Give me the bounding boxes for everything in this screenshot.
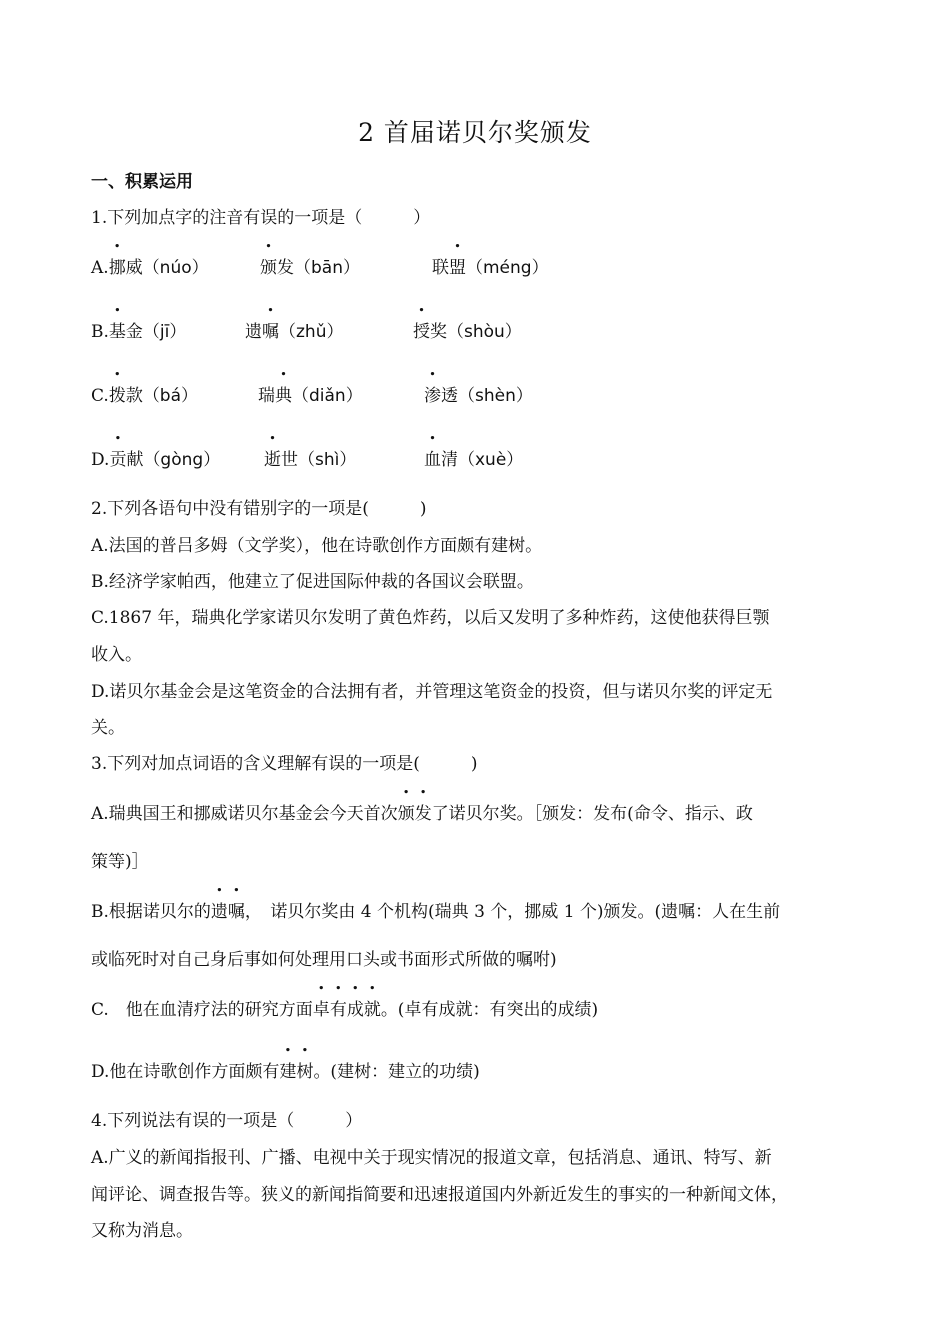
dotted-char: 发: [414, 804, 432, 824]
pinyin: （shòu）: [447, 322, 522, 342]
pinyin: （diǎn）: [292, 386, 363, 406]
pinyin: （méng）: [466, 258, 549, 278]
dotted-char: 嘱: [262, 322, 279, 342]
q3-option-c: [91, 995, 598, 1020]
option-label: D.: [91, 450, 110, 470]
dotted-char: 基: [108, 322, 126, 342]
q1-option-b-word2: [245, 317, 343, 342]
dotted-char: 嘱: [227, 902, 245, 922]
text: A.瑞典国王和挪威诺贝尔基金会今天首次: [91, 804, 398, 824]
section-heading: 一、积累运用: [91, 172, 193, 192]
text: ， 诺贝尔奖由 4 个机构(瑞典 3 个，挪威 1 个)颁发。(遗嘱：人在生前: [244, 902, 781, 922]
dotted-char: 树: [296, 1062, 314, 1082]
q3-stem: 3.下列对加点词语的含义理解有误的一项是( ): [91, 754, 478, 774]
text: 。(卓有成就：有突出的成绩): [380, 1000, 599, 1020]
pinyin: （shèn）: [458, 386, 533, 406]
q4-stem: 4.下列说法有误的一项是（ ）: [91, 1111, 363, 1131]
text: C. 他在血清疗法的研究方面: [91, 1000, 313, 1020]
word-pre: 联: [432, 258, 449, 278]
dotted-char: 挪: [108, 258, 126, 278]
q3-option-b-line1: [91, 897, 780, 922]
text: B.根据诺贝尔的: [91, 902, 211, 922]
q2-option-b: B.经济学家帕西，他建立了促进国际仲裁的各国议会联盟。: [91, 572, 534, 592]
pinyin: （gòng）: [143, 450, 221, 470]
q1-stem: 1.下列加点字的注音有误的一项是（ ）: [91, 208, 431, 228]
word-rest: 发: [277, 258, 294, 278]
dotted-char: 有: [329, 1000, 347, 1020]
dotted-char: 卓: [312, 1000, 330, 1020]
pinyin: （zhǔ）: [279, 322, 344, 342]
page-title: 2 首届诺贝尔奖颁发: [358, 118, 592, 147]
q2-option-c-line1: C.1867 年，瑞典化学家诺贝尔发明了黄色炸药，以后又发明了多种炸药，这使他获得巨颚: [91, 608, 770, 628]
q2-option-d-line1: D.诺贝尔基金会是这笔资金的合法拥有者，并管理这笔资金的投资，但与诺贝尔奖的评定无: [91, 682, 773, 702]
word-rest: 世: [281, 450, 298, 470]
word-rest: 款: [125, 386, 143, 406]
dotted-char: 颁: [260, 258, 277, 278]
word-pre: 瑞: [258, 386, 275, 406]
dotted-char: 成: [346, 1000, 364, 1020]
q1-option-c-word3: [424, 381, 533, 406]
q1-option-d: [91, 445, 220, 470]
pinyin: （xuè）: [458, 450, 524, 470]
q2-stem: 2.下列各语句中没有错别字的一项是( ): [91, 499, 427, 519]
dotted-char: 盟: [449, 258, 466, 278]
dotted-char: 遗: [210, 902, 228, 922]
word-pre: 遗: [245, 322, 262, 342]
q1-option-d-word3: [424, 445, 523, 470]
q1-option-a-word2: [260, 253, 360, 278]
q1-option-c-word2: [258, 381, 363, 406]
dotted-char: 逝: [264, 450, 281, 470]
dotted-char: 贡: [109, 450, 127, 470]
q2-option-a: A.法国的普吕多姆（文学奖），他在诗歌创作方面颇有建树。: [91, 536, 543, 556]
pinyin: （núo）: [142, 258, 209, 278]
q3-option-a-line1: [91, 799, 753, 824]
text: 了诺贝尔奖。［颁发：发布(命令、指示、政: [431, 804, 753, 824]
word-rest: 清: [441, 450, 458, 470]
word-rest: 奖: [430, 322, 447, 342]
pinyin: （bá）: [142, 386, 199, 406]
pinyin: （jī）: [142, 322, 187, 342]
q1-option-b-word3: [413, 317, 522, 342]
q2-option-c-line2: 收入。: [91, 645, 142, 665]
word-rest: 透: [441, 386, 458, 406]
dotted-char: 授: [413, 322, 430, 342]
q4-option-a-line1: A.广义的新闻指报刊、广播、电视中关于现实情况的报道文章，包括消息、通讯、特写、新: [91, 1148, 772, 1168]
q1-option-c: [91, 381, 198, 406]
q1-option-a-word3: [432, 253, 549, 278]
q1-option-b: [91, 317, 186, 342]
word-rest: 威: [125, 258, 143, 278]
word-rest: 献: [126, 450, 144, 470]
q4-option-a-line2: 闻评论、调查报告等。狭义的新闻指简要和迅速报道国内外新近发生的事实的一种新闻文体，: [91, 1185, 788, 1205]
q1-option-d-word2: [264, 445, 356, 470]
dotted-char: 典: [275, 386, 292, 406]
dotted-char: 血: [424, 450, 441, 470]
text: 。(建树：建立的功绩): [313, 1062, 480, 1082]
dotted-char: 颁: [397, 804, 415, 824]
pinyin: （bān）: [294, 258, 360, 278]
dotted-char: 建: [279, 1062, 297, 1082]
q1-option-a: [91, 253, 209, 278]
pinyin: （shì）: [298, 450, 357, 470]
q4-option-a-line3: 又称为消息。: [91, 1221, 193, 1241]
q2-option-d-line2: 关。: [91, 718, 125, 738]
word-rest: 金: [125, 322, 143, 342]
text: D.他在诗歌创作方面颇有: [91, 1062, 280, 1082]
option-label: B.: [91, 322, 109, 342]
dotted-char: 拨: [108, 386, 126, 406]
q3-option-b-line2: 或临死时对自己身后事如何处理用口头或书面形式所做的嘱咐): [91, 950, 557, 970]
q3-option-a-line2: 策等)］: [91, 852, 149, 872]
option-label: C.: [91, 386, 109, 406]
dotted-char: 就: [363, 1000, 381, 1020]
q3-option-d: [91, 1057, 480, 1082]
dotted-char: 渗: [424, 386, 441, 406]
option-label: A.: [91, 258, 109, 278]
